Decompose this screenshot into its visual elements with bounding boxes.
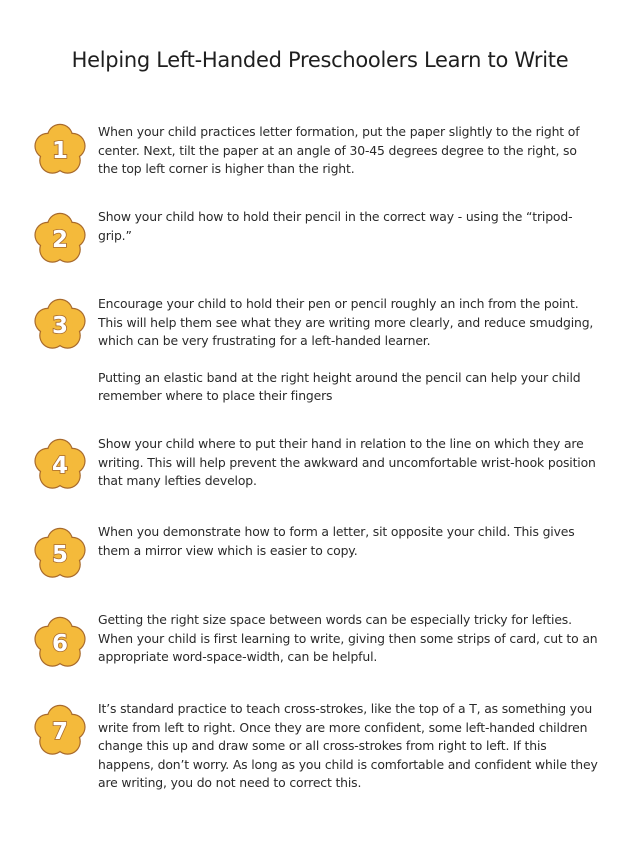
- svg-text:4: 4: [51, 453, 69, 479]
- svg-text:7: 7: [51, 719, 69, 745]
- svg-text:2: 2: [51, 227, 69, 253]
- flower-number-badge-icon: [33, 211, 87, 265]
- flower-number-badge-icon: [33, 615, 87, 669]
- step-text: [98, 295, 598, 406]
- svg-text:3: 3: [51, 313, 69, 339]
- step-paragraph: When you demonstrate how to form a letter, sit opposite your child. This gives them a mirror view which is easier to copy.: [98, 524, 575, 558]
- page-title: Helping Left-Handed Preschoolers Learn to Write: [71, 48, 569, 72]
- flower-number-badge-icon: [33, 526, 87, 580]
- svg-text:5: 5: [51, 542, 69, 568]
- step-text: [98, 123, 598, 179]
- step-paragraph: Encourage your child to hold their pen or pencil roughly an inch from the point. This will help them see what they are writing more clearly, and reduce smudging, which can be very frustrating for a left-handed learner.: [98, 296, 594, 348]
- step-text: [98, 611, 598, 667]
- step-paragraph: When your child practices letter formation, put the paper slightly to the right of center. Next, tilt the paper at an angle of 30-45 degrees degree to the right, so the top left corner is higher than the right.: [98, 124, 580, 176]
- step-paragraph: Show your child how to hold their pencil in the correct way - using the “tripod-grip.”: [98, 209, 573, 243]
- flower-number-badge-icon: [33, 703, 87, 757]
- svg-text:6: 6: [51, 631, 69, 657]
- flower-number-badge-icon: [33, 122, 87, 176]
- step-text: [98, 523, 598, 560]
- step-text: [98, 208, 598, 245]
- step-paragraph: It’s standard practice to teach cross-strokes, like the top of a T, as something you write from left to right. Once they are more confident, some left-handed children change this up and draw some or all cross-strokes from right to left. If this happens, don’t worry. As long as you child is comfortable and confident while they are writing, you do not need to correct this.: [98, 701, 598, 790]
- step-paragraph: Show your child where to put their hand in relation to the line on which they are writing. This will help prevent the awkward and uncomfortable wrist-hook position that many lefties develop.: [98, 436, 596, 488]
- step-text: [98, 700, 598, 793]
- flower-number-badge-icon: [33, 297, 87, 351]
- step-paragraph: Getting the right size space between words can be especially tricky for lefties. When your child is first learning to write, giving then some strips of card, cut to an appropriate word-space-width, can be helpful.: [98, 612, 598, 664]
- svg-text:1: 1: [51, 138, 69, 164]
- step-paragraph: Putting an elastic band at the right height around the pencil can help your child remember where to place their fingers: [98, 369, 581, 403]
- step-text: [98, 435, 598, 491]
- flower-number-badge-icon: [33, 437, 87, 491]
